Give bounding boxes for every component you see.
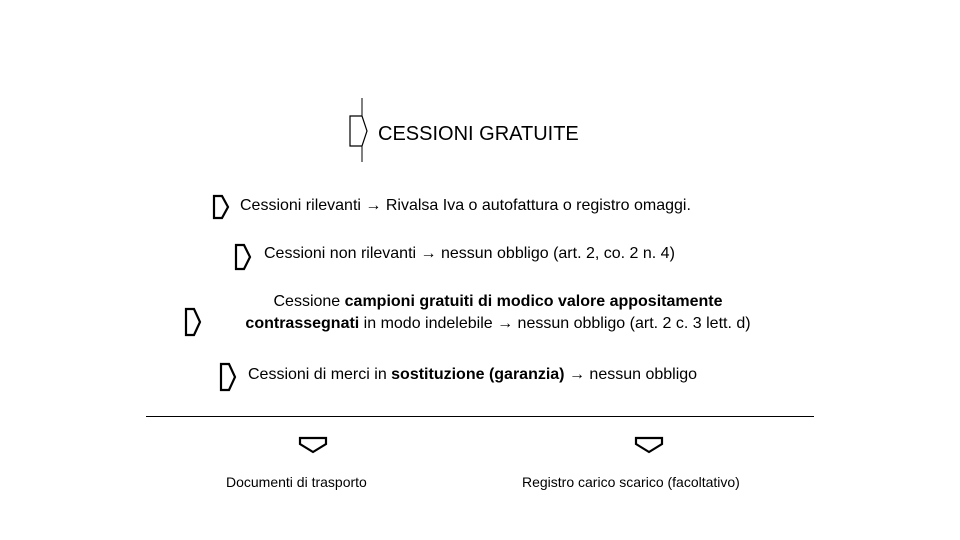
outlined-right-arrow-icon [184,307,202,337]
list-item [240,196,691,216]
list-item [264,244,675,264]
item-text: nessun obbligo (art. 2 c. 3 lett. d) [513,315,751,332]
item-text: Rivalsa Iva o autofattura o registro omaggi. [385,197,691,214]
item-text: nessun obbligo [584,366,698,383]
item-text: Cessioni di merci in [248,366,392,383]
item-text: Cessioni non rilevanti [264,245,417,262]
page-title: CESSIONI GRATUITE [378,123,579,145]
bottom-label-left: Documenti di trasporto [226,474,367,490]
outlined-down-arrow-icon [298,436,328,454]
item-text-bold: sostituzione (garanzia) [391,366,565,383]
item-line [208,292,788,312]
arrow-icon: → [420,245,437,262]
arrow-icon: → [365,197,382,214]
outlined-down-arrow-icon [634,436,664,454]
bottom-label-right: Registro carico scarico (facoltativo) [522,474,740,490]
arrow-icon: → [497,315,514,332]
item-text: in modo indelebile [359,315,498,332]
bracket-arrow-icon [346,98,370,169]
item-text: Cessioni rilevanti [240,197,361,214]
item-line [208,314,788,334]
divider [146,416,814,417]
arrow-icon: → [568,366,585,383]
list-item [248,365,697,385]
outlined-right-arrow-icon [212,194,230,220]
item-text-bold: campioni gratuiti di modico valore appositamente [344,293,723,310]
item-text: Cessione [273,293,345,310]
outlined-right-arrow-icon [234,243,252,271]
item-text-bold: contrassegnati [245,315,360,332]
item-text: nessun obbligo (art. 2, co. 2 n. 4) [440,245,675,262]
list-item [208,292,788,334]
outlined-right-arrow-icon [219,362,237,392]
